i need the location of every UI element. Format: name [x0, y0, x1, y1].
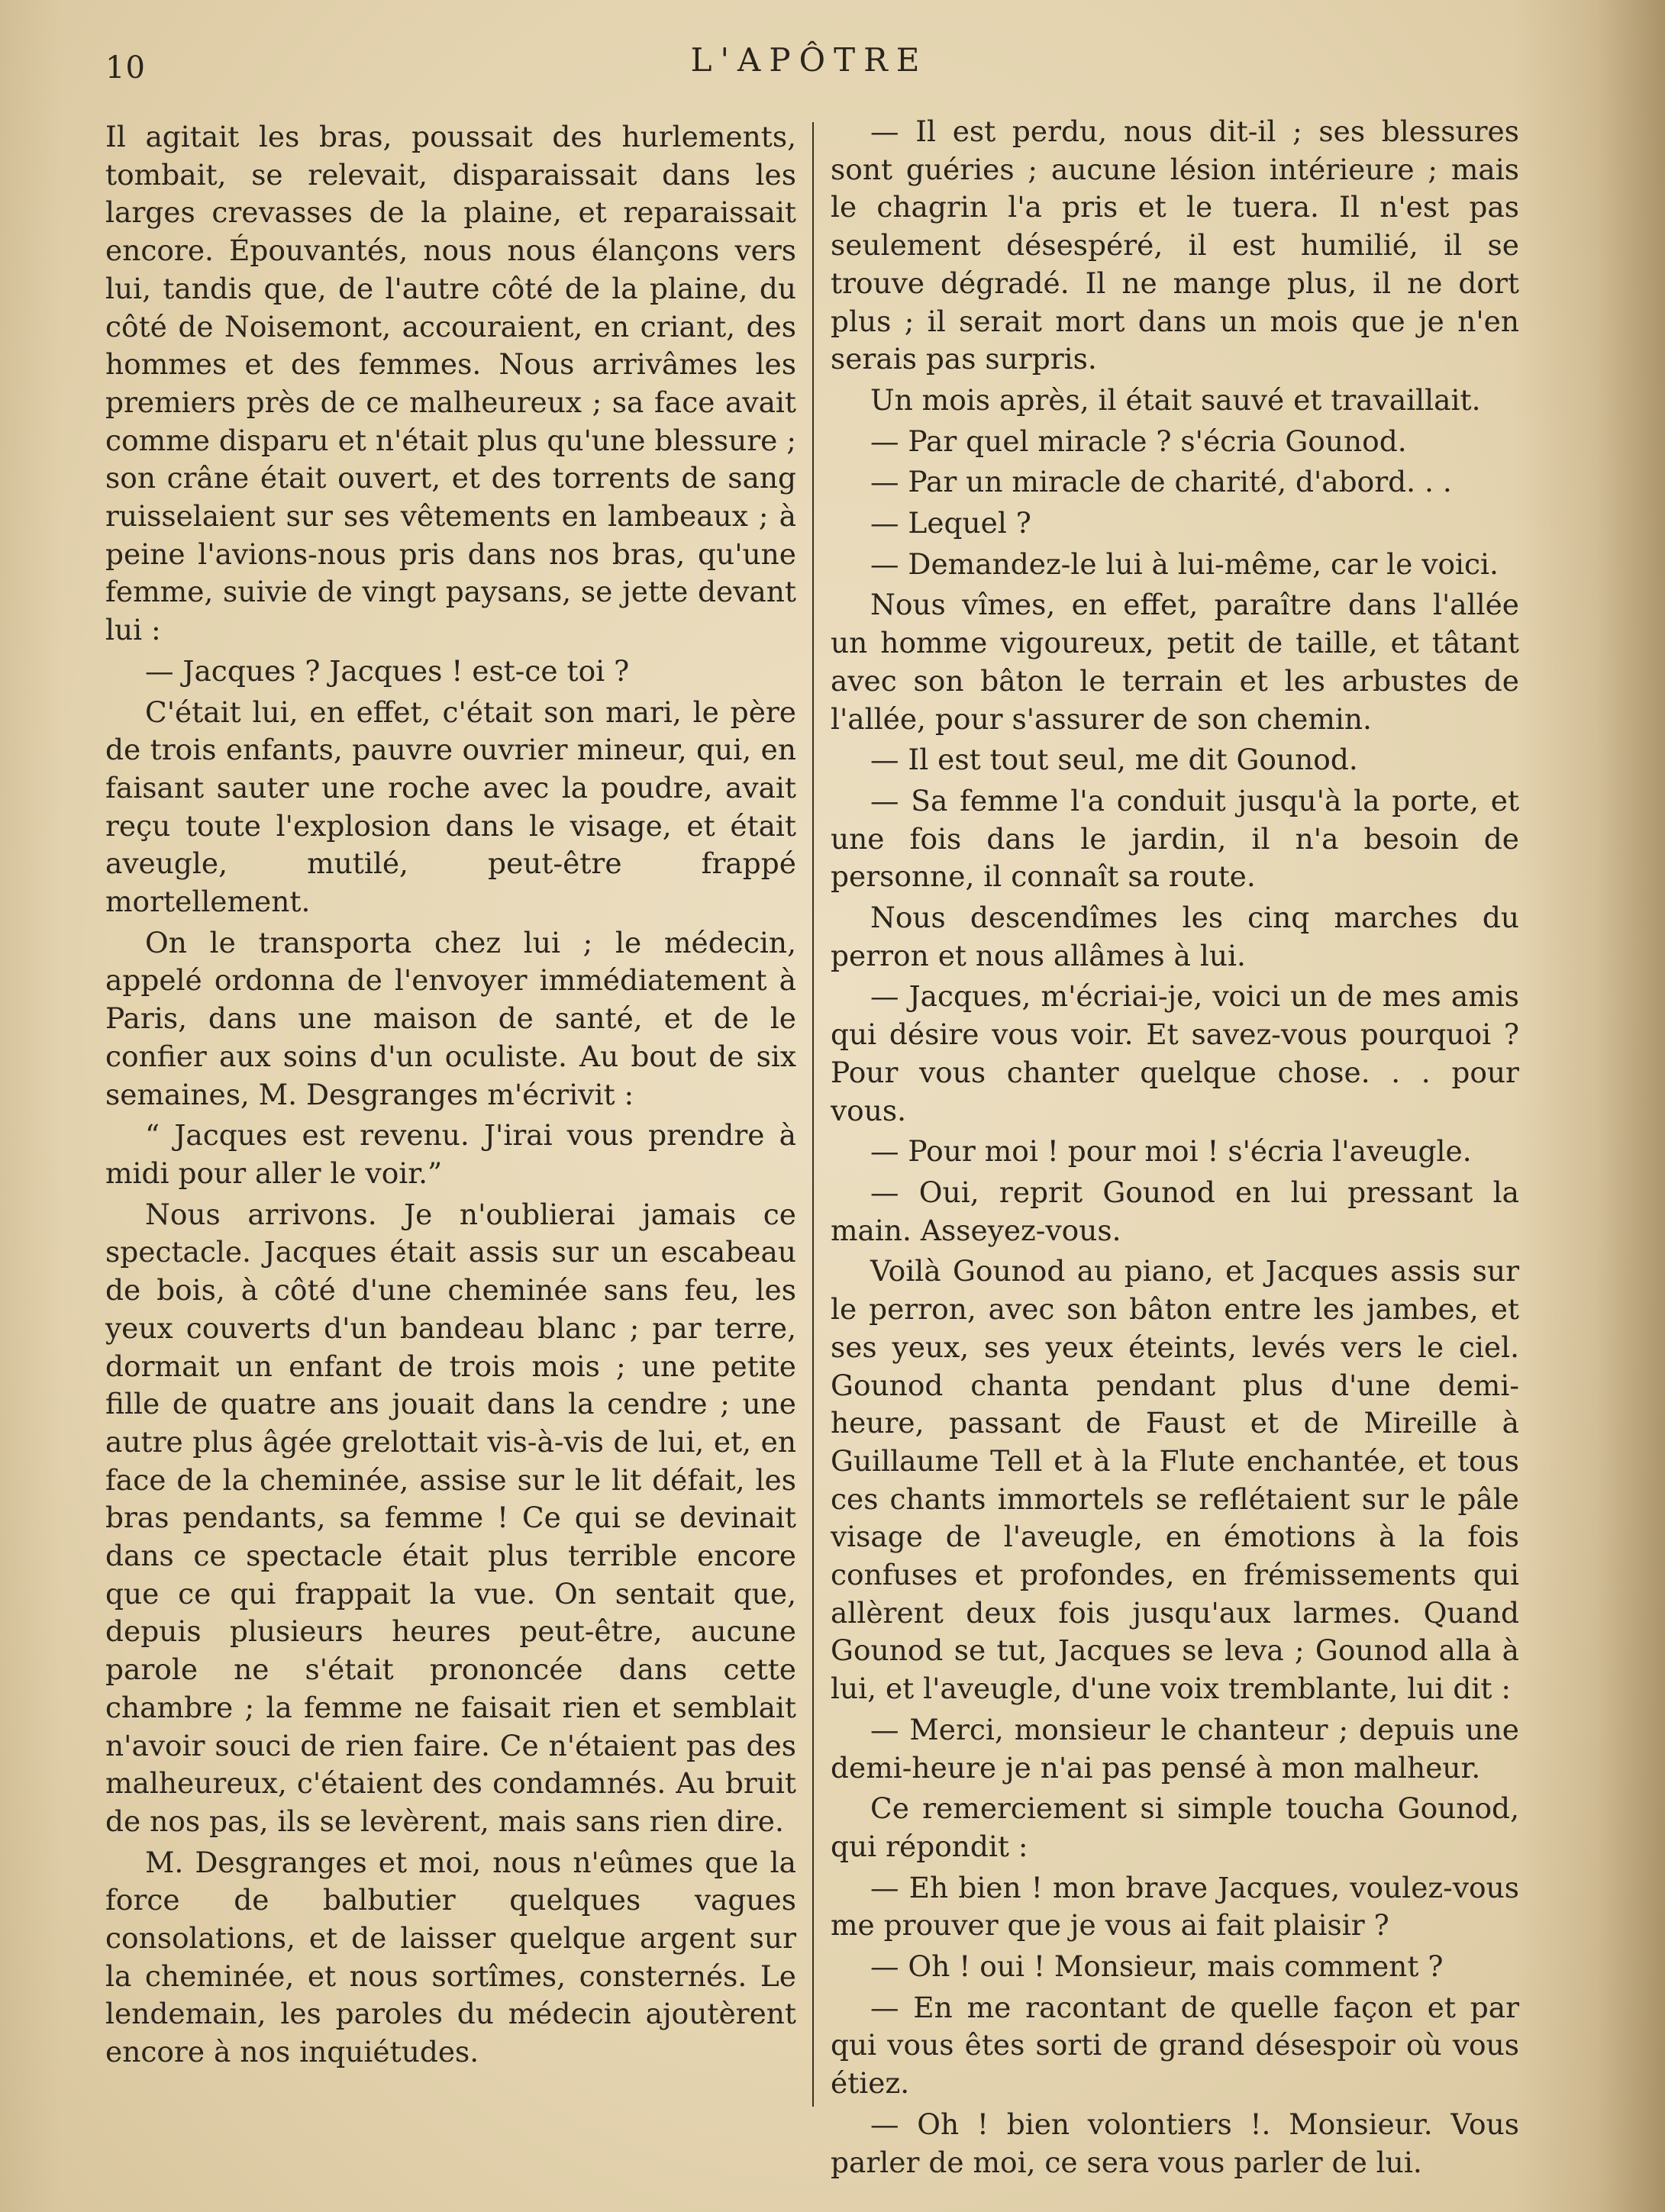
paragraph: Ce remerciement si simple toucha Gounod, qui répondit : — [831, 1791, 1519, 1863]
paragraph: Un mois après, il était sauvé et travaillait. — [870, 382, 1481, 417]
paragraph: C'était lui, en effet, c'était son mari, le père de trois enfants, pauvre ouvrier mineur, qui, en faisant sauter une roche avec la poudre, avait reçu toute l'explosion dans le visage, et était aveugle, mutilé, peut-être frappé mortellement. — [105, 695, 796, 919]
paragraph: — Merci, monsieur le chanteur ; depuis une demi-heure je n'ai pas pensé à mon malheur. — [831, 1712, 1519, 1785]
paragraph: — Sa femme l'a conduit jusqu'à la porte, et une fois dans le jardin, il n'a besoin de personne, il connaît sa route. — [831, 783, 1519, 894]
paragraph: — Demandez-le lui à lui-même, car le voici. — [870, 547, 1499, 581]
paragraph: M. Desgranges et moi, nous n'eûmes que la force de balbutier quelques vagues consolations, et de laisser quelque argent sur la cheminée, et nous sortîmes, consternés. Le lendemain, les paroles du médecin ajoutèrent encore à nos inquiétudes. — [105, 1845, 796, 2069]
paragraph: — En me racontant de quelle façon et par qui vous êtes sorti de grand désespoir où vous étiez. — [831, 1990, 1519, 2101]
paragraph: Nous arrivons. Je n'oublierai jamais ce spectacle. Jacques était assis sur un escabeau de bois, à côté d'une cheminée sans feu, les yeux couverts d'un bandeau blanc ; par terre, dormait un enfant de trois mois ; une petite fille de quatre ans jouait dans la cendre ; une autre plus âgée grelottait vis-à-vis de lui, et, en face de la cheminée, assise sur le lit défait, les bras pendants, sa femme ! Ce qui se devinait dans ce spectacle était plus terrible encore que ce qui frappait la vue. On sentait que, depuis plusieurs heures peut-être, aucune parole ne s'était prononcée dans cette chambre ; la femme ne faisait rien et semblait n'avoir souci de rien faire. Ce n'étaient pas des malheureux, c'étaient des condamnés. Au bruit de nos pas, ils se levèrent, mais sans rien dire. — [105, 1197, 796, 1838]
column-divider — [812, 122, 814, 2107]
right-column — [831, 113, 1519, 2185]
paragraph: — Oh ! oui ! Monsieur, mais comment ? — [870, 1949, 1444, 1984]
paragraph: Nous descendîmes les cinq marches du perron et nous allâmes à lui. — [831, 901, 1519, 972]
paragraph: — Eh bien ! mon brave Jacques, voulez-vous me prouver que je vous ai fait plaisir ? — [831, 1870, 1519, 1943]
paragraph: — Il est tout seul, me dit Gounod. — [870, 743, 1358, 777]
paragraph: — Jacques, m'écriai-je, voici un de mes amis qui désire vous voir. Et savez-vous pourquoi ? Pour vous chanter quelque chose. . . pour vous. — [831, 979, 1519, 1127]
paragraph: — Par un miracle de charité, d'abord. . . — [870, 465, 1452, 499]
paragraph: “ Jacques est revenu. J'irai vous prendre à midi pour aller le voir.” — [105, 1118, 796, 1190]
paragraph: — Jacques ? Jacques ! est-ce toi ? — [145, 653, 630, 688]
paragraph: — Lequel ? — [870, 506, 1031, 540]
left-column — [105, 118, 796, 2075]
page-number: 10 — [105, 50, 146, 85]
paragraph: — Pour moi ! pour moi ! s'écria l'aveugle. — [870, 1134, 1472, 1169]
paragraph: — Par quel miracle ? s'écria Gounod. — [870, 424, 1407, 458]
paragraph: Nous vîmes, en effet, paraître dans l'allée un homme vigoureux, petit de taille, et tâtant avec son bâton le terrain et les arbustes de l'allée, pour s'assurer de son chemin. — [831, 588, 1519, 736]
running-title: L'APÔTRE — [690, 41, 928, 79]
paragraph: — Oui, reprit Gounod en lui pressant la main. Asseyez-vous. — [831, 1175, 1519, 1247]
paragraph: Il agitait les bras, poussait des hurlements, tombait, se relevait, disparaissait dans les larges crevasses de la plaine, et reparaissait encore. Épouvantés, nous nous élançons vers lui, tandis que, de l'autre côté de la plaine, du côté de Noisemont, accouraient, en criant, des hommes et des femmes. Nous arrivâmes les premiers près de ce malheureux ; sa face avait comme disparu et n'était plus qu'une blessure ; son crâne était ouvert, et des torrents de sang ruisselaient sur ses vêtements en lambeaux ; à peine l'avions-nous pris dans nos bras, qu'une femme, suivie de vingt paysans, se jette devant lui : — [105, 120, 796, 647]
paragraph: — Il est perdu, nous dit-il ; ses blessures sont guéries ; aucune lésion intérieure ; mais le chagrin l'a pris et le tuera. Il n'est pas seulement désespéré, il est humilié, il se trouve dégradé. Il ne mange plus, il ne dort plus ; il serait mort dans un mois que je n'en serais pas surpris. — [831, 114, 1519, 376]
paragraph: — Oh ! bien volontiers !. Monsieur. Vous parler de moi, ce sera vous parler de lui. — [831, 2107, 1519, 2179]
paragraph: On le transporta chez lui ; le médecin, appelé ordonna de l'envoyer immédiatement à Paris, dans une maison de santé, et de le confier aux soins d'un oculiste. Au bout de six semaines, M. Desgranges m'écrivit : — [105, 925, 796, 1111]
paragraph: Voilà Gounod au piano, et Jacques assis sur le perron, avec son bâton entre les jambes, et ses yeux, ses yeux éteints, levés vers le ciel. Gounod chanta pendant plus d'une demi-heure, passant de Faust et de Mireille à Guillaume Tell et à la Flute enchantée, et tous ces chants immortels se reflétaient sur le pâle visage de l'aveugle, en émotions à la fois confuses et profondes, en frémissements qui allèrent deux fois jusqu'aux larmes. Quand Gounod se tut, Jacques se leva ; Gounod alla à lui, et l'aveugle, d'une voix tremblante, lui dit : — [831, 1254, 1519, 1706]
